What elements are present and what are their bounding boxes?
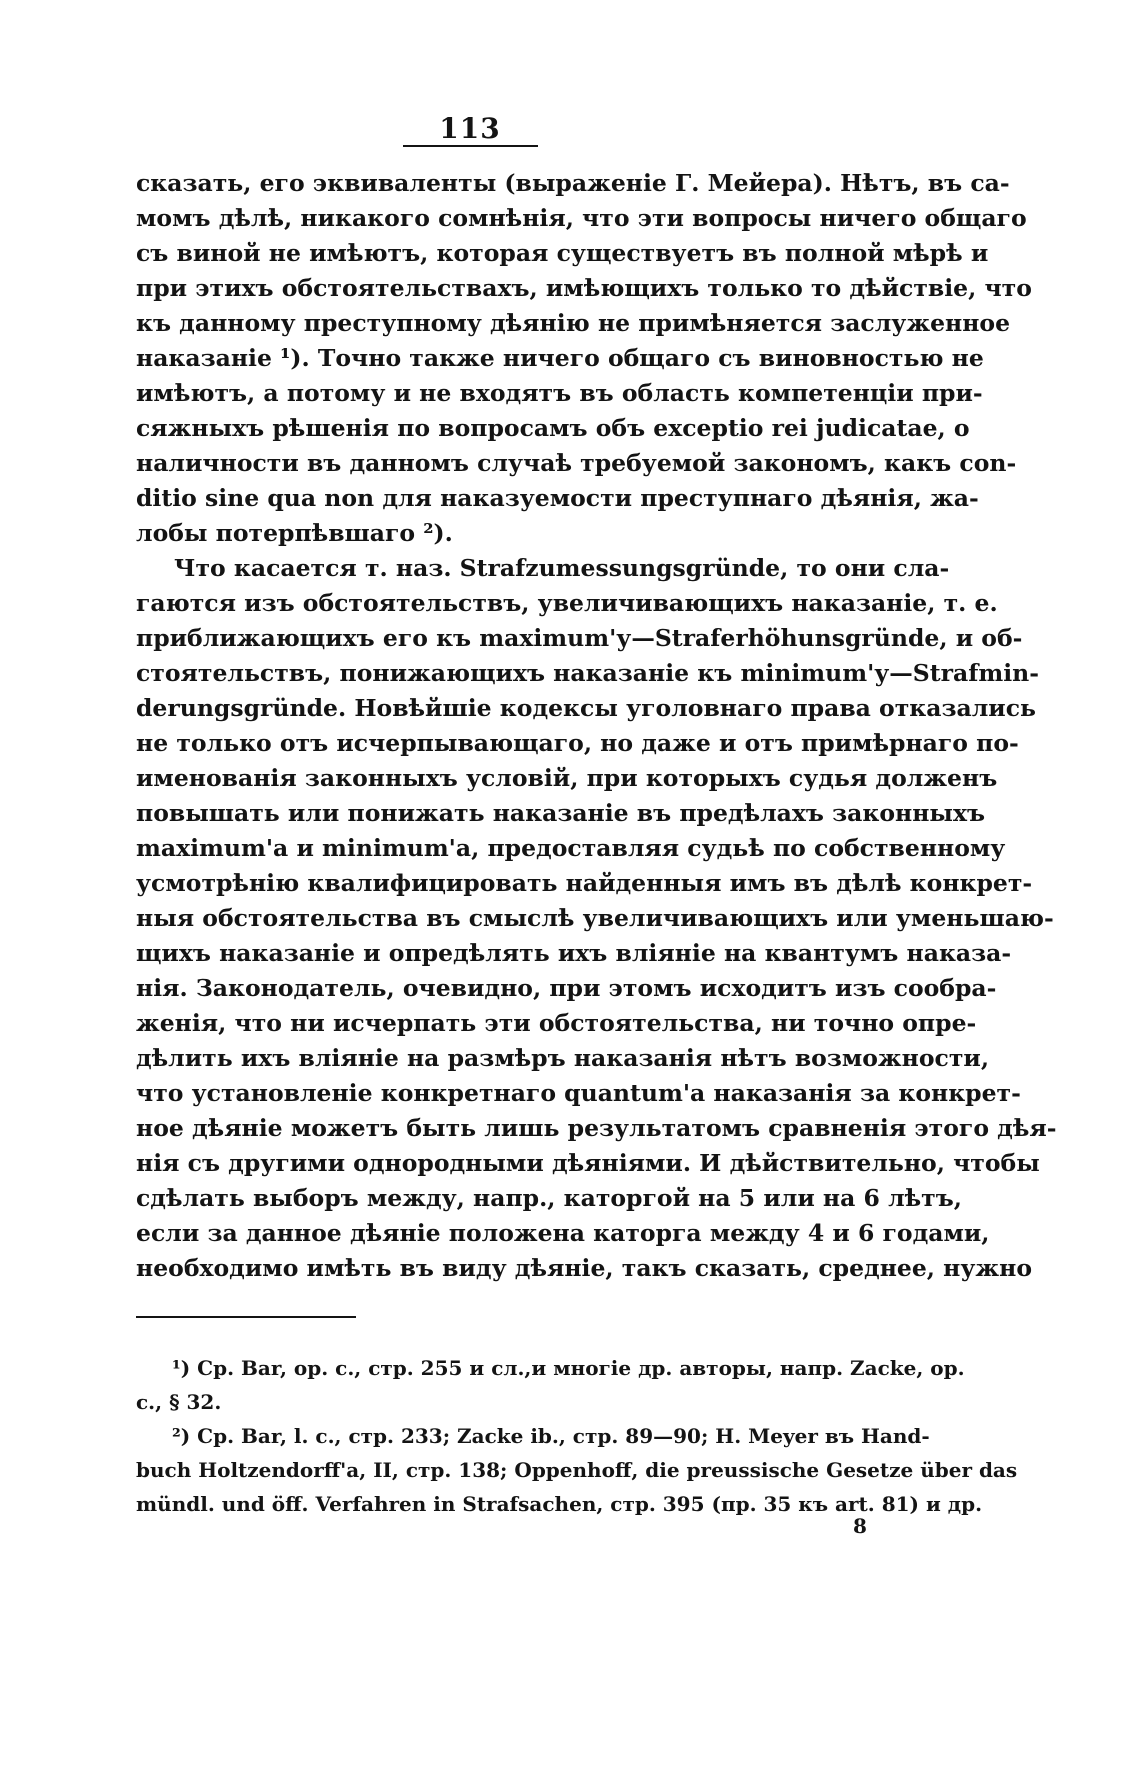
text-line: момъ дѣлѣ, никакого сомнѣнія, что эти вопросы ничего общаго bbox=[136, 204, 1027, 232]
footnotes bbox=[136, 1351, 1018, 1521]
text-line: стоятельствъ, понижающихъ наказаніе къ minimum'у—Strafmin- bbox=[136, 659, 1039, 687]
text-line: къ данному преступному дѣянію не примѣняется заслуженное bbox=[136, 309, 1011, 337]
text-line: ныя обстоятельства въ смыслѣ увеличивающихъ или уменьшаю- bbox=[136, 904, 1054, 932]
footnote-line: c., § 32. bbox=[136, 1390, 222, 1414]
text-line: съ виной не имѣютъ, которая существуетъ въ полной мѣрѣ и bbox=[136, 239, 989, 267]
text-line: Что касается т. наз. Strafzumessungsgründe, то они сла- bbox=[174, 554, 950, 582]
printer-signature-mark: 8 bbox=[853, 1514, 867, 1538]
text-line: сказать, его эквиваленты (выраженіе Г. Мейера). Нѣтъ, въ са- bbox=[136, 169, 1010, 197]
text-line: сяжныхъ рѣшенія по вопросамъ объ exceptio rei judicatae, о bbox=[136, 414, 970, 442]
text-line: если за данное дѣяніе положена каторга между 4 и 6 годами, bbox=[136, 1219, 990, 1247]
text-line: щихъ наказаніе и опредѣлять ихъ вліяніе на квантумъ наказа- bbox=[136, 939, 1012, 967]
text-line: сдѣлать выборъ между, напр., каторгой на 5 или на 6 лѣтъ, bbox=[136, 1184, 962, 1212]
text-line: ное дѣяніе можетъ быть лишь результатомъ сравненія этого дѣя- bbox=[136, 1114, 1057, 1142]
text-line: гаются изъ обстоятельствъ, увеличивающихъ наказаніе, т. е. bbox=[136, 589, 998, 617]
text-line: имѣютъ, а потому и не входятъ въ область компетенціи при- bbox=[136, 379, 983, 407]
footnote-line: mündl. und öff. Verfahren in Strafsachen, стр. 395 (пр. 35 къ art. 81) и др. bbox=[136, 1492, 983, 1516]
text-line: дѣлить ихъ вліяніе на размѣръ наказанія нѣтъ возможности, bbox=[136, 1044, 989, 1072]
text-line: женія, что ни исчерпать эти обстоятельства, ни точно опре- bbox=[136, 1009, 977, 1037]
footnote-line: ¹) Ср. Bar, op. c., стр. 255 и сл.,и многіе др. авторы, напр. Zacke, op. bbox=[172, 1356, 965, 1380]
text-line: наличности въ данномъ случаѣ требуемой закономъ, какъ con- bbox=[136, 449, 1017, 477]
text-line: что установленіе конкретнаго quantum'а наказанія за конкрет- bbox=[136, 1079, 1021, 1107]
page-number-rule bbox=[403, 145, 538, 147]
text-line: именованія законныхъ условій, при которыхъ судья долженъ bbox=[136, 764, 998, 792]
page-number: 113 bbox=[439, 112, 501, 145]
footnote-line: buch Holtzendorff'a, II, стр. 138; Oppenhoff, die preussische Gesetze über das bbox=[136, 1458, 1018, 1482]
text-line: приближающихъ его къ maximum'у—Straferhöhunsgründe, и об- bbox=[136, 624, 1023, 652]
text-line: maximum'a и minimum'а, предоставляя судьѣ по собственному bbox=[136, 834, 1006, 862]
text-line: нія съ другими однородными дѣяніями. И дѣйствительно, чтобы bbox=[136, 1149, 1040, 1177]
text-line: ditio sine qua non для наказуемости преступнаго дѣянія, жа- bbox=[136, 484, 979, 512]
main-text bbox=[136, 166, 1057, 1286]
footnote-line: ²) Ср. Bar, l. c., стр. 233; Zacke ib., стр. 89—90; H. Meyer въ Hand- bbox=[172, 1424, 930, 1448]
text-line: усмотрѣнію квалифицировать найденныя имъ въ дѣлѣ конкрет- bbox=[136, 869, 1033, 897]
text-line: лобы потерпѣвшаго ²). bbox=[136, 519, 453, 547]
footnote-separator bbox=[136, 1316, 356, 1318]
text-line: не только отъ исчерпывающаго, но даже и отъ примѣрнаго по- bbox=[136, 729, 1019, 757]
text-line: повышать или понижать наказаніе въ предѣлахъ законныхъ bbox=[136, 799, 985, 827]
text-line: при этихъ обстоятельствахъ, имѣющихъ только то дѣйствіе, что bbox=[136, 274, 1032, 302]
text-line: derungsgründe. Новѣйшіе кодексы уголовнаго права отказались bbox=[136, 694, 1036, 722]
text-line: нія. Законодатель, очевидно, при этомъ исходитъ изъ сообра- bbox=[136, 974, 997, 1002]
text-line: необходимо имѣть въ виду дѣяніе, такъ сказать, среднее, нужно bbox=[136, 1254, 1033, 1282]
text-line: наказаніе ¹). Точно также ничего общаго съ виновностью не bbox=[136, 344, 984, 372]
